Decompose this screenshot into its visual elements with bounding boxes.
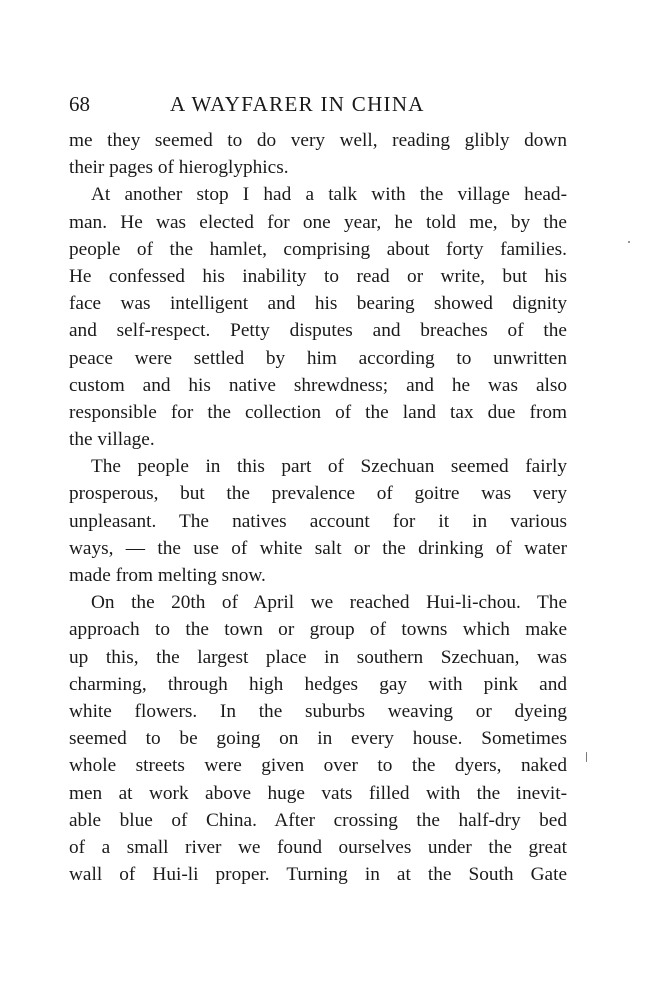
text-line: ways, — the use of white salt or the drinking of water <box>69 537 567 559</box>
text-line: men at work above huge vats filled with the inevit- <box>69 782 567 804</box>
text-line: people of the hamlet, comprising about forty families. <box>69 238 567 260</box>
running-title: A WAYFARER IN CHINA <box>170 92 425 116</box>
text-line: the village. <box>69 429 155 451</box>
text-line: wall of Hui-li proper. Turning in at the South Gate <box>69 864 567 886</box>
scan-speck <box>586 752 587 762</box>
paragraph-start-line: On the 20th of April we reached Hui-li-chou. The <box>91 592 567 614</box>
text-line: unpleasant. The natives account for it in various <box>69 510 567 532</box>
text-line: face was intelligent and his bearing showed dignity <box>69 293 567 315</box>
text-line: up this, the largest place in southern Szechuan, was <box>69 646 567 668</box>
paragraph-start-line: The people in this part of Szechuan seemed fairly <box>91 456 567 478</box>
body-text <box>69 127 567 888</box>
page-header <box>69 92 569 122</box>
text-line: and self-respect. Petty disputes and breaches of the <box>69 320 567 342</box>
page-number: 68 <box>69 92 90 116</box>
text-line: seemed to be going on in every house. Sometimes <box>69 728 567 750</box>
text-line: white flowers. In the suburbs weaving or dyeing <box>69 700 567 722</box>
text-line: able blue of China. After crossing the half-dry bed <box>69 809 567 831</box>
text-line: He confessed his inability to read or write, but his <box>69 265 567 287</box>
scan-speck <box>628 241 630 243</box>
text-line: prosperous, but the prevalence of goitre was very <box>69 483 567 505</box>
text-line: me they seemed to do very well, reading glibly down <box>69 130 567 151</box>
paragraph-start-line: At another stop I had a talk with the village head- <box>91 184 567 206</box>
text-line: approach to the town or group of towns which make <box>69 619 567 641</box>
text-line: custom and his native shrewdness; and he was also <box>69 374 567 396</box>
text-line: charming, through high hedges gay with pink and <box>69 673 567 695</box>
text-line: made from melting snow. <box>69 565 266 586</box>
text-line: their pages of hieroglyphics. <box>69 157 289 179</box>
text-line: responsible for the collection of the land tax due from <box>69 401 567 423</box>
text-line: man. He was elected for one year, he told me, by the <box>69 211 567 233</box>
text-line: whole streets were given over to the dyers, naked <box>69 755 567 777</box>
text-line: of a small river we found ourselves under the great <box>69 836 567 858</box>
text-line: peace were settled by him according to unwritten <box>69 347 567 369</box>
